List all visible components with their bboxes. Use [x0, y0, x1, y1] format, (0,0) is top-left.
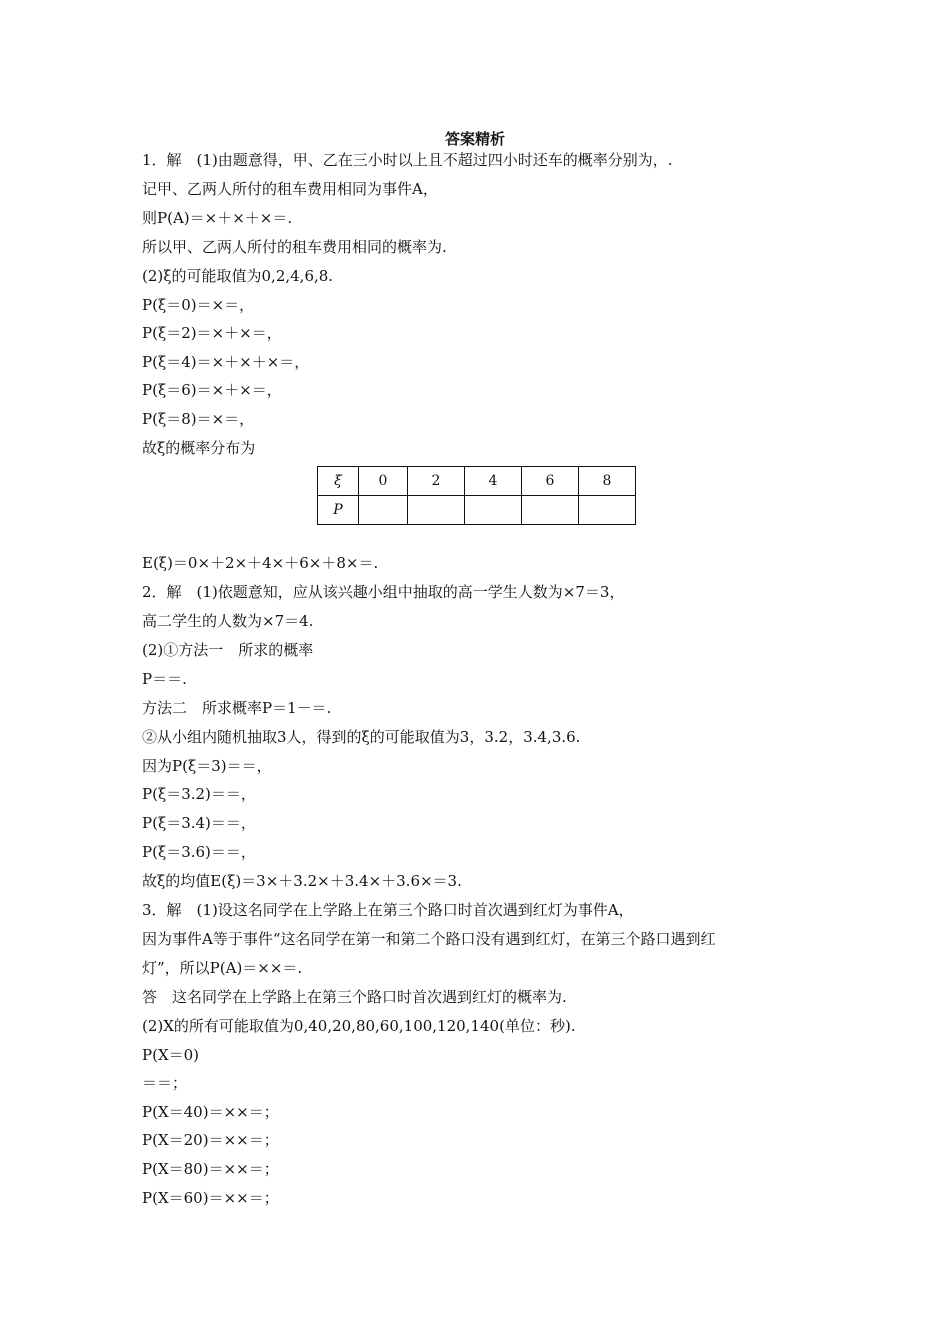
text-line: 所以甲、乙两人所付的租车费用相同的概率为. — [142, 238, 447, 256]
table-cell — [579, 496, 636, 525]
text-line: (2)①方法一 所求的概率 — [142, 641, 314, 659]
table-cell — [359, 496, 408, 525]
text-line: P(X＝60)＝××＝； — [142, 1189, 279, 1207]
table-cell: 8 — [579, 467, 636, 496]
text-line: 故ξ的均值E(ξ)＝3×＋3.2×＋3.4×＋3.6×＝3. — [142, 872, 462, 890]
probability-distribution-table — [317, 466, 636, 525]
table-cell: 0 — [359, 467, 408, 496]
text-line: 灯”，所以P(A)＝××＝. — [142, 959, 303, 977]
table-cell: 2 — [408, 467, 465, 496]
table-cell — [465, 496, 522, 525]
text-line: P(ξ＝8)＝×＝， — [142, 410, 255, 428]
text-line: P(ξ＝0)＝×＝， — [142, 296, 255, 314]
text-line: P(X＝80)＝××＝； — [142, 1160, 279, 1178]
text-line: 因为事件A等于事件“这名同学在第一和第二个路口没有遇到红灯，在第三个路口遇到红 — [142, 930, 716, 948]
text-line: 3．解 (1)设这名同学在上学路上在第三个路口时首次遇到红灯为事件A， — [142, 901, 634, 919]
page-title: 答案精析 — [444, 130, 505, 148]
text-line: P(ξ＝3.4)＝＝， — [142, 814, 256, 832]
text-line: 记甲、乙两人所付的租车费用相同为事件A， — [142, 180, 438, 198]
table-cell — [408, 496, 465, 525]
text-line: P(ξ＝3.6)＝＝， — [142, 843, 256, 861]
text-line: P(X＝0) — [142, 1046, 200, 1064]
table-row — [318, 496, 636, 525]
text-line: 高二学生的人数为×7＝4. — [142, 612, 314, 630]
text-line: 则P(A)＝×＋×＋×＝. — [142, 209, 293, 227]
text-line: 因为P(ξ＝3)＝＝， — [142, 757, 272, 775]
table-row — [318, 467, 636, 496]
text-line: P(ξ＝4)＝×＋×＋×＝， — [142, 353, 310, 371]
text-line: 方法二 所求概率P＝1－＝. — [142, 699, 332, 717]
table-cell: P — [318, 496, 359, 525]
text-line: (2)ξ的可能取值为0,2,4,6,8. — [142, 267, 334, 285]
text-line: 2．解 (1)依题意知，应从该兴趣小组中抽取的高一学生人数为×7＝3， — [142, 583, 625, 601]
text-line: P(X＝20)＝××＝； — [142, 1131, 279, 1149]
text-line: P＝＝. — [142, 670, 187, 688]
text-line: P(X＝40)＝××＝； — [142, 1103, 279, 1121]
text-line: 故ξ的概率分布为 — [142, 439, 256, 457]
table-cell: 4 — [465, 467, 522, 496]
text-line: P(ξ＝6)＝×＋×＝， — [142, 381, 282, 399]
text-line: P(ξ＝2)＝×＋×＝， — [142, 324, 282, 342]
text-line: ②从小组内随机抽取3人，得到的ξ的可能取值为3，3.2，3.4,3.6. — [142, 728, 581, 746]
text-line: ＝＝； — [142, 1074, 188, 1092]
table-cell: ξ — [318, 467, 359, 496]
table-cell: 6 — [522, 467, 579, 496]
text-line: 1．解 (1)由题意得，甲、乙在三小时以上且不超过四小时还车的概率分别为，. — [142, 151, 673, 169]
table-cell — [522, 496, 579, 525]
text-line: 答 这名同学在上学路上在第三个路口时首次遇到红灯的概率为. — [142, 988, 567, 1006]
text-line: E(ξ)＝0×＋2×＋4×＋6×＋8×＝. — [142, 554, 379, 572]
text-line: (2)X的所有可能取值为0,40,20,80,60,100,120,140(单位：秒). — [142, 1017, 576, 1035]
text-line: P(ξ＝3.2)＝＝， — [142, 785, 256, 803]
